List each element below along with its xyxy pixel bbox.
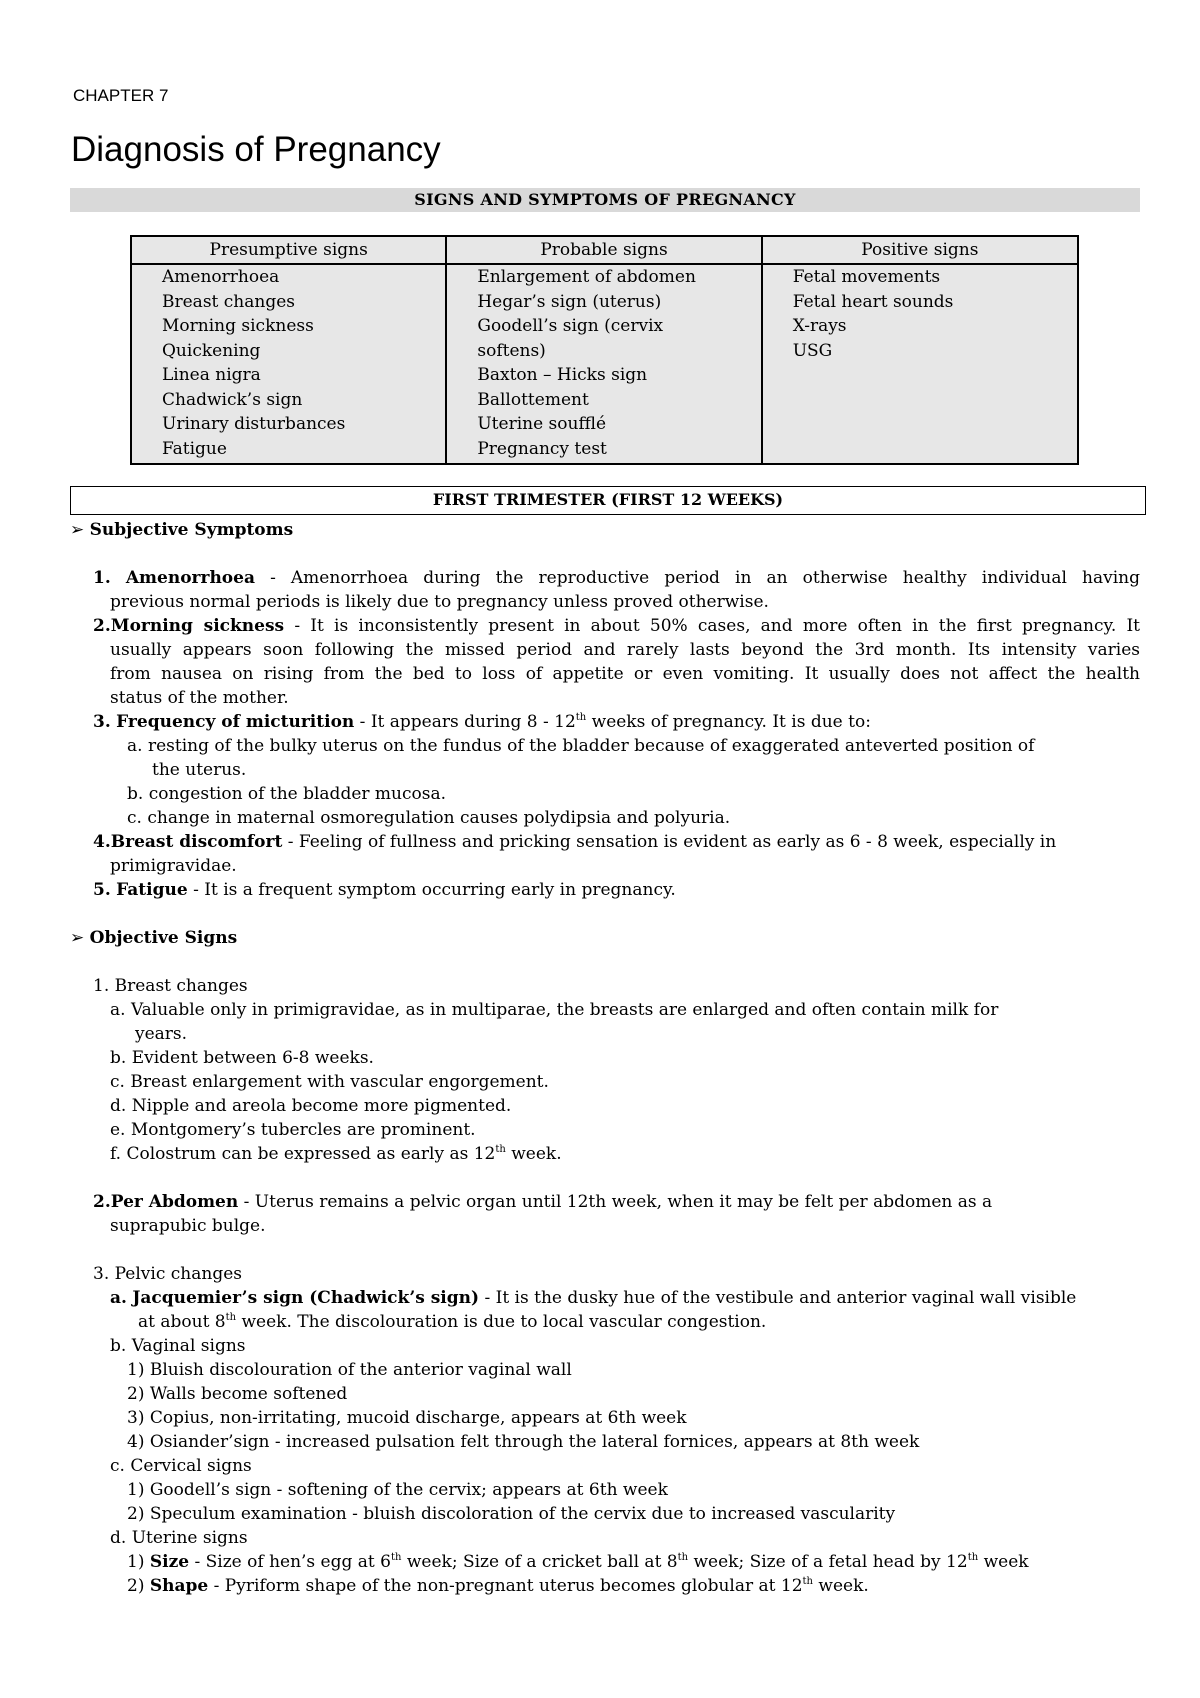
superscript: th	[495, 1144, 506, 1155]
item-term: Fatigue	[116, 880, 188, 900]
item-term: Size	[149, 1552, 190, 1572]
item-term: Shape	[149, 1576, 209, 1596]
sub-item	[110, 1286, 1076, 1311]
list-item-cont: suprapubic bulge.	[110, 1216, 266, 1236]
item-number: 1.	[93, 568, 111, 588]
probable-item: Pregnancy test	[477, 438, 607, 459]
subjective-heading	[70, 518, 293, 543]
list-item	[93, 1190, 992, 1215]
item-number: 2)	[127, 1576, 145, 1596]
sub-item: c. Breast enlargement with vascular engorgement.	[110, 1072, 549, 1092]
sub-item	[127, 782, 446, 807]
presumptive-item: Chadwick’s sign	[162, 389, 303, 410]
positive-cell	[762, 264, 1078, 464]
numbered-item: 3) Copius, non-irritating, mucoid discharge, appears at 6th week	[127, 1408, 687, 1428]
item-number: 2.	[93, 616, 111, 636]
item-text: week	[978, 1552, 1029, 1572]
list-item	[93, 830, 1056, 855]
item-term: Per Abdomen	[110, 1192, 239, 1212]
list-item	[93, 878, 676, 903]
sub-item-cont: years.	[135, 1024, 188, 1044]
sub-item	[127, 806, 730, 831]
presumptive-item: Fatigue	[162, 438, 227, 459]
item-number: 3.	[93, 712, 111, 732]
list-item-cont: from nausea on rising from the bed to loss of appetite or even vomiting. It usually does not affect the health	[110, 664, 1140, 684]
sub-item-text: at about 8	[138, 1312, 226, 1332]
probable-item: softens)	[477, 340, 546, 361]
item-text: - Feeling of fullness and pricking sensation is evident as early as 6 - 8 week, especially in	[282, 832, 1057, 852]
sub-heading: c. Cervical signs	[110, 1456, 252, 1476]
item-text: - It is inconsistently present in about 50% cases, and more often in the first pregnancy. It	[284, 616, 1140, 636]
item-text: week; Size of a fetal head by 12	[688, 1552, 968, 1572]
positive-item: X-rays	[792, 316, 847, 336]
item-term: Breast discomfort	[110, 832, 283, 852]
sub-item: e. Montgomery’s tubercles are prominent.	[110, 1120, 476, 1140]
item-term: Frequency of micturition	[116, 712, 355, 732]
item-text: weeks of pregnancy. It is due to:	[586, 712, 871, 732]
sub-item-text: week. The discolouration is due to local vascular congestion.	[236, 1312, 767, 1332]
sub-item-letter: b.	[127, 784, 144, 804]
presumptive-item: Urinary disturbances	[162, 414, 346, 434]
superscript: th	[575, 712, 587, 723]
item-text: - It appears during 8 - 12	[354, 712, 576, 732]
arrow-bullet-icon: ➢	[70, 928, 85, 948]
probable-cell	[446, 264, 761, 464]
subjective-heading-text: Subjective Symptoms	[89, 520, 294, 540]
presumptive-item: Breast changes	[162, 291, 295, 312]
signs-table	[130, 235, 1079, 465]
presumptive-cell	[131, 264, 446, 464]
presumptive-item: Quickening	[162, 340, 261, 361]
item-text: week.	[813, 1576, 869, 1596]
arrow-bullet-icon: ➢	[70, 520, 85, 540]
list-item	[93, 614, 1140, 639]
list-item-cont: status of the mother.	[110, 688, 289, 708]
item-number: 4.	[93, 832, 111, 852]
list-item: 1. Breast changes	[93, 976, 248, 996]
list-item: 3. Pelvic changes	[93, 1264, 242, 1284]
item-number: 1)	[127, 1552, 145, 1572]
item-number: 2.	[93, 1192, 111, 1212]
list-item-cont: previous normal periods is likely due to pregnancy unless proved otherwise.	[110, 592, 769, 612]
sub-heading: d. Uterine signs	[110, 1528, 248, 1548]
sub-item-text: congestion of the bladder mucosa.	[148, 784, 447, 804]
presumptive-item: Linea nigra	[162, 365, 261, 385]
sub-item-letter: a.	[110, 1288, 127, 1308]
probable-item: Hegar’s sign (uterus)	[477, 291, 662, 312]
positive-item: Fetal heart sounds	[792, 291, 954, 312]
item-text: - It is a frequent symptom occurring early in pregnancy.	[187, 880, 676, 900]
header-presumptive: Presumptive signs	[131, 236, 446, 264]
item-number: 5.	[93, 880, 111, 900]
superscript: th	[802, 1576, 813, 1587]
probable-item: Enlargement of abdomen	[477, 267, 696, 287]
sub-item-text: - It is the dusky hue of the vestibule and anterior vaginal wall visible	[479, 1288, 1077, 1308]
objective-heading-text: Objective Signs	[89, 928, 238, 948]
header-positive: Positive signs	[762, 236, 1078, 264]
sub-item-letter: a.	[127, 736, 143, 756]
item-term: Morning sickness	[110, 616, 285, 636]
list-item-cont: usually appears soon following the missed period and rarely lasts beyond the 3rd month. Its intensity varies	[110, 640, 1140, 660]
positive-item: Fetal movements	[792, 267, 941, 287]
superscript: th	[390, 1552, 402, 1563]
item-text: - Pyriform shape of the non-pregnant uterus becomes globular at 12	[208, 1576, 803, 1596]
probable-item: Ballottement	[477, 389, 589, 410]
list-item-cont: primigravidae.	[110, 856, 237, 876]
chapter-label: CHAPTER 7	[73, 86, 169, 105]
item-text: - Size of hen’s egg at 6	[189, 1552, 391, 1572]
sub-item-letter: c.	[127, 808, 142, 828]
page-title: Diagnosis of Pregnancy	[71, 130, 441, 169]
item-text: - Uterus remains a pelvic organ until 12th week, when it may be felt per abdomen as a	[238, 1192, 993, 1212]
numbered-item: 2) Speculum examination - bluish discoloration of the cervix due to increased vascularity	[127, 1504, 896, 1524]
superscript: th	[677, 1552, 689, 1563]
sub-item-cont: the uterus.	[152, 760, 247, 780]
sub-item: b. Evident between 6-8 weeks.	[110, 1048, 374, 1068]
item-text: - Amenorrhoea during the reproductive period in an otherwise healthy individual having	[254, 568, 1140, 588]
sub-item-text: week.	[505, 1144, 562, 1164]
numbered-item: 1) Goodell’s sign - softening of the cervix; appears at 6th week	[127, 1480, 668, 1500]
presumptive-item: Morning sickness	[162, 316, 314, 336]
item-text: week; Size of a cricket ball at 8	[401, 1552, 678, 1572]
sub-item-text: f. Colostrum can be expressed as early as 12	[110, 1144, 496, 1164]
first-trimester-heading: FIRST TRIMESTER (FIRST 12 WEEKS)	[70, 486, 1146, 515]
sub-item: d. Nipple and areola become more pigmented.	[110, 1096, 512, 1116]
list-item	[93, 566, 1140, 591]
section-heading: SIGNS AND SYMPTOMS OF PREGNANCY	[70, 188, 1140, 212]
sub-item: a. Valuable only in primigravidae, as in multiparae, the breasts are enlarged and often contain milk for	[110, 1000, 999, 1020]
superscript: th	[967, 1552, 979, 1563]
probable-item: Uterine soufflé	[477, 414, 607, 434]
sub-item	[110, 1142, 562, 1170]
numbered-item: 4) Osiander’sign - increased pulsation felt through the lateral fornices, appears at 8th week	[127, 1432, 920, 1452]
objective-heading	[70, 926, 237, 951]
numbered-item: 1) Bluish discolouration of the anterior vaginal wall	[127, 1360, 572, 1380]
probable-item: Goodell’s sign (cervix	[477, 316, 664, 336]
numbered-item: 2) Walls become softened	[127, 1384, 348, 1404]
numbered-item	[127, 1574, 869, 1602]
item-term: Amenorrhoea	[125, 568, 255, 588]
sub-item-text: resting of the bulky uterus on the fundus of the bladder because of exaggerated anteverted position of	[147, 736, 1035, 756]
positive-item: USG	[792, 340, 833, 361]
header-probable: Probable signs	[446, 236, 761, 264]
probable-item: Baxton – Hicks sign	[477, 365, 648, 385]
sub-heading: b. Vaginal signs	[110, 1336, 246, 1356]
sub-item	[127, 734, 1034, 759]
presumptive-item: Amenorrhoea	[162, 267, 280, 287]
superscript: th	[225, 1312, 237, 1323]
sub-item-text: change in maternal osmoregulation causes polydipsia and polyuria.	[147, 808, 731, 828]
sub-item-term: Jacquemier’s sign (Chadwick’s sign)	[132, 1288, 480, 1308]
